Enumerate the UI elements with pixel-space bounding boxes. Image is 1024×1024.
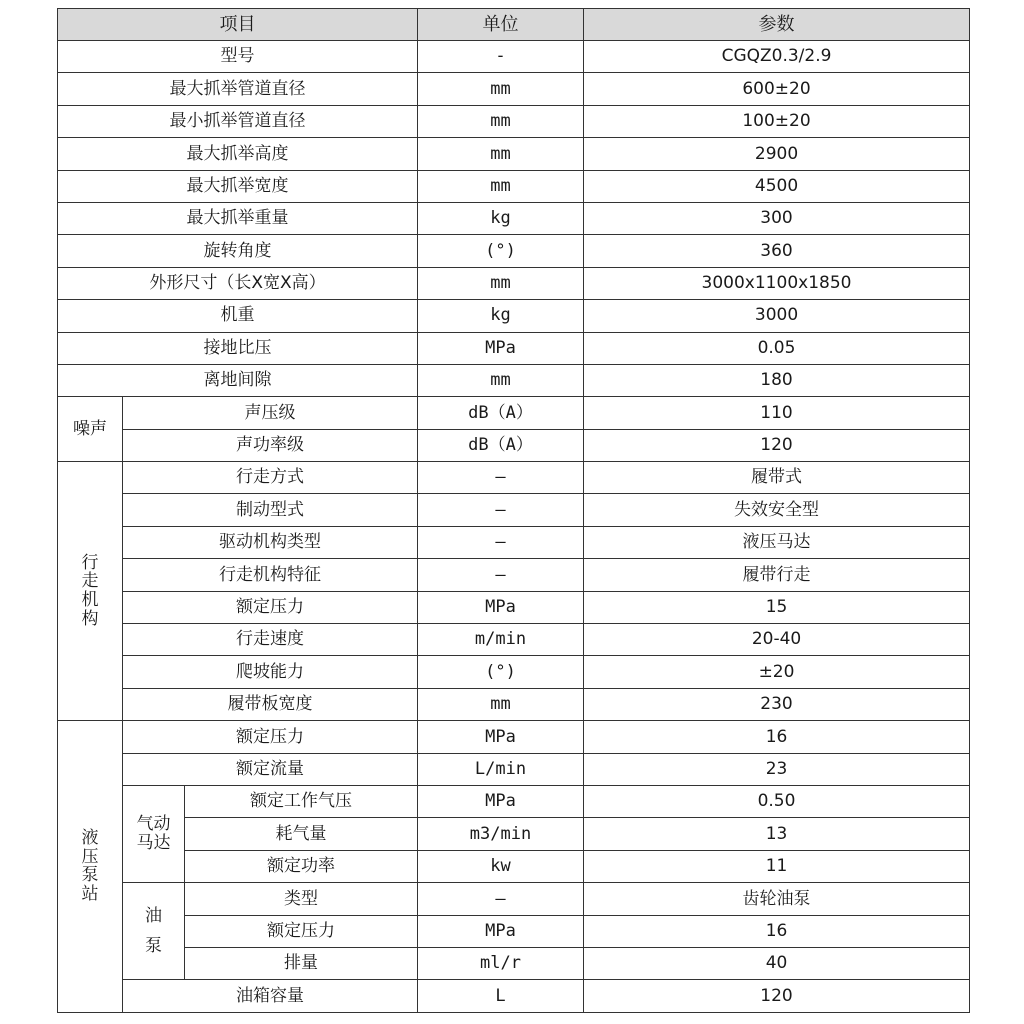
value-cell: 履带式: [584, 462, 970, 494]
item-cell: 最大抓举管道直径: [58, 73, 418, 105]
oil-pump-group-text: 油泵: [144, 905, 162, 957]
table-row: [58, 980, 970, 1012]
item-cell: 额定工作气压: [185, 785, 418, 817]
unit-cell: L: [418, 980, 584, 1012]
table-row: [58, 202, 970, 234]
table-row: [58, 850, 970, 882]
item-cell: 旋转角度: [58, 235, 418, 267]
item-cell: 最大抓举重量: [58, 202, 418, 234]
table-row: [58, 526, 970, 558]
table-row: [58, 883, 970, 915]
item-cell: 行走方式: [123, 462, 418, 494]
item-cell: 排量: [185, 947, 418, 979]
table-row: [58, 753, 970, 785]
item-cell: 声功率级: [123, 429, 418, 461]
item-cell: 行走机构特征: [123, 559, 418, 591]
value-cell: 20-40: [584, 624, 970, 656]
item-cell: 最小抓举管道直径: [58, 105, 418, 137]
unit-cell: (°): [418, 656, 584, 688]
table-row: [58, 138, 970, 170]
item-cell: 行走速度: [123, 624, 418, 656]
value-cell: 履带行走: [584, 559, 970, 591]
value-cell: 100±20: [584, 105, 970, 137]
value-cell: 15: [584, 591, 970, 623]
value-cell: 110: [584, 397, 970, 429]
header-param: 参数: [584, 9, 970, 41]
item-cell: 接地比压: [58, 332, 418, 364]
air-motor-group-label: [123, 785, 185, 882]
unit-cell: MPa: [418, 332, 584, 364]
value-cell: 180: [584, 364, 970, 396]
table-row: [58, 364, 970, 396]
unit-cell: dB（A）: [418, 429, 584, 461]
value-cell: 360: [584, 235, 970, 267]
value-cell: CGQZ0.3/2.9: [584, 41, 970, 73]
item-cell: 额定压力: [123, 721, 418, 753]
table-row: [58, 688, 970, 720]
value-cell: 120: [584, 429, 970, 461]
value-cell: 23: [584, 753, 970, 785]
item-cell: 机重: [58, 300, 418, 332]
item-cell: 外形尺寸（长X宽X高）: [58, 267, 418, 299]
header-item: 项目: [58, 9, 418, 41]
unit-cell: mm: [418, 105, 584, 137]
item-cell: 最大抓举高度: [58, 138, 418, 170]
table-row: [58, 591, 970, 623]
value-cell: 120: [584, 980, 970, 1012]
value-cell: 失效安全型: [584, 494, 970, 526]
unit-cell: -: [418, 41, 584, 73]
table-row: [58, 41, 970, 73]
item-cell: 额定压力: [123, 591, 418, 623]
table-row: [58, 915, 970, 947]
value-cell: 230: [584, 688, 970, 720]
value-cell: 齿轮油泵: [584, 883, 970, 915]
value-cell: 0.05: [584, 332, 970, 364]
item-cell: 额定压力: [185, 915, 418, 947]
unit-cell: —: [418, 559, 584, 591]
table-row: [58, 494, 970, 526]
hydraulic-group-label: [58, 721, 123, 1013]
unit-cell: MPa: [418, 721, 584, 753]
table-row: [58, 947, 970, 979]
unit-cell: m3/min: [418, 818, 584, 850]
oil-pump-group-label: [123, 883, 185, 980]
unit-cell: mm: [418, 267, 584, 299]
value-cell: 4500: [584, 170, 970, 202]
value-cell: 300: [584, 202, 970, 234]
unit-cell: —: [418, 883, 584, 915]
air-motor-group-text: 气动马达: [136, 814, 171, 854]
unit-cell: m/min: [418, 624, 584, 656]
table-row: [58, 785, 970, 817]
table-row: [58, 624, 970, 656]
header-row: [58, 9, 970, 41]
item-cell: 声压级: [123, 397, 418, 429]
value-cell: 11: [584, 850, 970, 882]
item-cell: 油箱容量: [123, 980, 418, 1012]
table-row: [58, 300, 970, 332]
unit-cell: MPa: [418, 915, 584, 947]
item-cell: 型号: [58, 41, 418, 73]
value-cell: 3000x1100x1850: [584, 267, 970, 299]
table-row: [58, 462, 970, 494]
value-cell: 0.50: [584, 785, 970, 817]
table-row: [58, 559, 970, 591]
item-cell: 额定流量: [123, 753, 418, 785]
unit-cell: —: [418, 462, 584, 494]
hydraulic-group-text: 液压泵站: [81, 828, 99, 905]
header-unit: 单位: [418, 9, 584, 41]
item-cell: 离地间隙: [58, 364, 418, 396]
value-cell: 液压马达: [584, 526, 970, 558]
table-row: [58, 235, 970, 267]
unit-cell: mm: [418, 364, 584, 396]
value-cell: 13: [584, 818, 970, 850]
table-row: [58, 656, 970, 688]
value-cell: 16: [584, 915, 970, 947]
unit-cell: mm: [418, 138, 584, 170]
item-cell: 驱动机构类型: [123, 526, 418, 558]
table-row: [58, 818, 970, 850]
value-cell: 40: [584, 947, 970, 979]
item-cell: 耗气量: [185, 818, 418, 850]
unit-cell: kw: [418, 850, 584, 882]
value-cell: ±20: [584, 656, 970, 688]
spec-table: [57, 8, 970, 1013]
noise-group-label: 噪声: [58, 397, 123, 462]
unit-cell: ml/r: [418, 947, 584, 979]
table-row: [58, 170, 970, 202]
item-cell: 类型: [185, 883, 418, 915]
unit-cell: kg: [418, 202, 584, 234]
value-cell: 3000: [584, 300, 970, 332]
item-cell: 履带板宽度: [123, 688, 418, 720]
table-row: [58, 267, 970, 299]
unit-cell: (°): [418, 235, 584, 267]
unit-cell: dB（A）: [418, 397, 584, 429]
unit-cell: L/min: [418, 753, 584, 785]
item-cell: 最大抓举宽度: [58, 170, 418, 202]
table-row: [58, 429, 970, 461]
value-cell: 16: [584, 721, 970, 753]
item-cell: 爬坡能力: [123, 656, 418, 688]
unit-cell: MPa: [418, 591, 584, 623]
item-cell: 制动型式: [123, 494, 418, 526]
unit-cell: mm: [418, 73, 584, 105]
unit-cell: kg: [418, 300, 584, 332]
item-cell: 额定功率: [185, 850, 418, 882]
table-row: [58, 105, 970, 137]
unit-cell: MPa: [418, 785, 584, 817]
unit-cell: mm: [418, 170, 584, 202]
unit-cell: mm: [418, 688, 584, 720]
unit-cell: —: [418, 526, 584, 558]
table-row: [58, 73, 970, 105]
unit-cell: —: [418, 494, 584, 526]
travel-group-text: 行走机构: [81, 552, 99, 629]
table-row: [58, 721, 970, 753]
table-row: [58, 332, 970, 364]
value-cell: 2900: [584, 138, 970, 170]
value-cell: 600±20: [584, 73, 970, 105]
travel-group-label: [58, 462, 123, 721]
table-row: [58, 397, 970, 429]
